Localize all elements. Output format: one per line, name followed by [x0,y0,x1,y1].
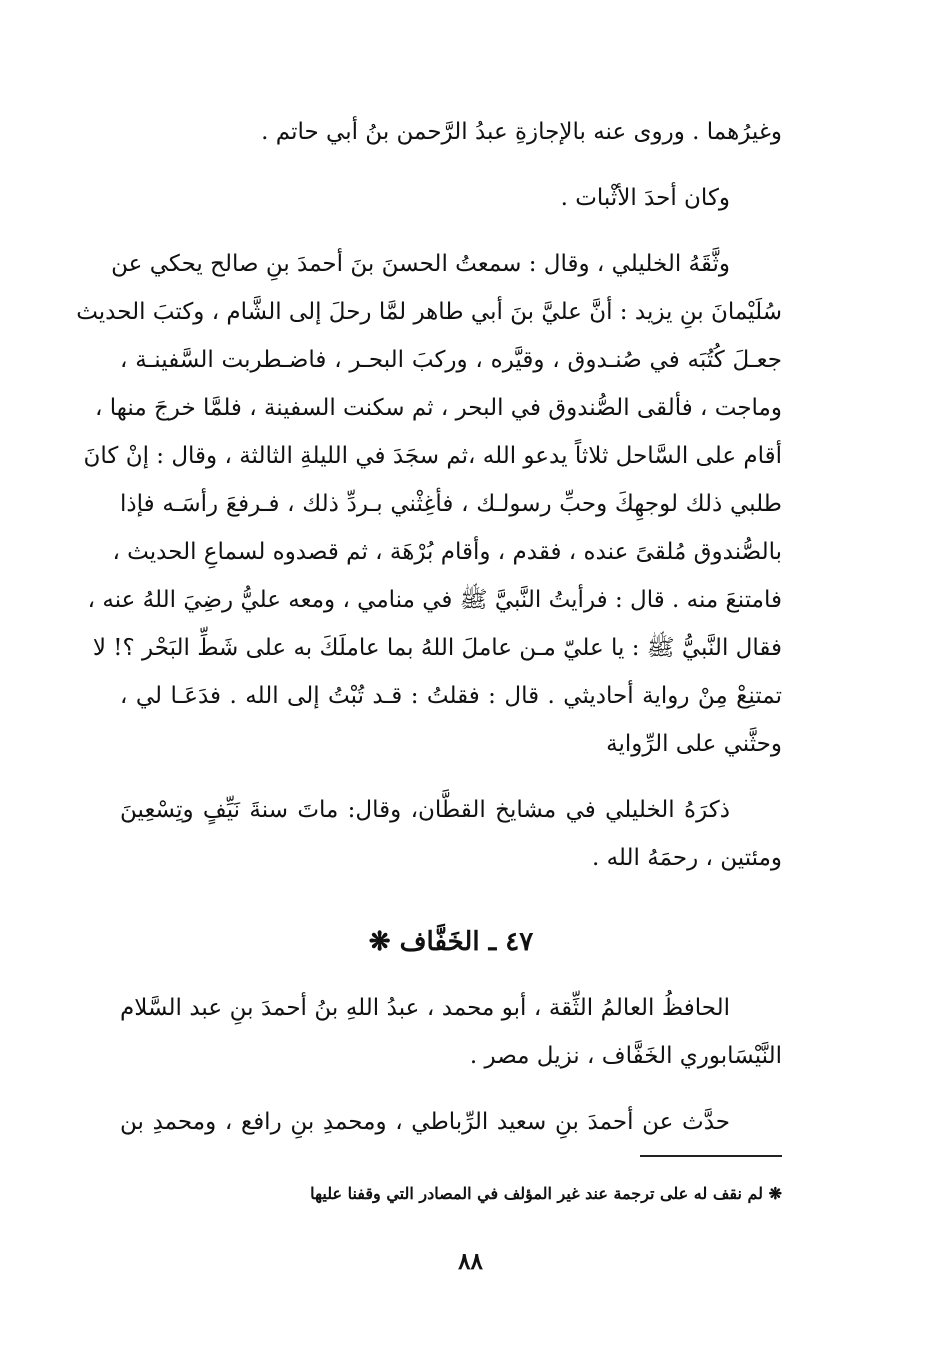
text-line: فامتنعَ منه . قال : فرأيتُ النَّبيَّ ﷺ في منامي ، ومعه عليُّ رضِيَ اللهُ عنه ، [87,587,782,613]
text-line: وثَّقَهُ الخليلي ، وقال : سمعتُ الحسنَ بنَ أحمدَ بنِ صالح يحكي عن [111,251,730,277]
page-number: ٨٨ [458,1248,483,1275]
text-line: فقال النَّبيُّ ﷺ : يا عليّ مـن عاملَ اللهُ بما عاملَكَ به على شَطِّ البَحْر ؟! لا [92,635,782,661]
text-line: وحثَّني على الرِّواية [606,731,782,757]
text-line: وكان أحدَ الأثْبات . [560,185,730,211]
text-line: طلبي ذلك لوجهِكَ وحبِّ رسولـك ، فأغِثْني بـردِّ ذلك ، فـرفعَ رأسَـه فإذا [120,491,782,517]
text-line: تمتنِعْ مِنْ رواية أحاديثي . قال : فقلتُ : قـد تُبْتُ إلى الله . فدَعَـا لي ، [120,683,782,709]
page-body [76,108,782,1146]
footnote-divider [640,1155,782,1157]
text-line: ومئتين ، رحمَهُ الله . [591,845,782,871]
text-line: الحافظُ العالمُ الثِّقة ، أبو محمد ، عبدُ اللهِ بنُ أحمدَ بنِ عبد السَّلام [120,995,730,1021]
text-line: أقام على السَّاحل ثلاثاً يدعو الله ،ثم سجَدَ في الليلةِ الثالثة ، وقال : إنْ كانَ [83,443,782,469]
text-line: جعـلَ كُتُبَه في صُنـدوق ، وقيَّره ، وركبَ البحـر ، فاضـطربت السَّفينـة ، [120,347,782,373]
text-line: سُلَيْمانَ بنِ يزيد : أنَّ عليَّ بنَ أبي طاهر لمَّا رحلَ إلى الشَّام ، وكتبَ الحديث [76,299,782,325]
text-line: ذكرَهُ الخليلي في مشايخ القطَّان، وقال: ماتَ سنةَ نَيِّفٍ وتِسْعِينَ [120,797,730,823]
text-line: حدَّث عن أحمدَ بنِ سعيد الرِّباطي ، ومحمدِ بنِ رافع ، ومحمدِ بن [120,1109,730,1135]
text-line: بالصُّندوق مُلقىً عنده ، فقدم ، وأقام بُرْهَة ، ثم قصدوه لسماعِ الحديث ، [112,539,782,565]
footnote: ❋ لم نقف له على ترجمة عند غير المؤلف في المصادر التي وقفنا عليها [310,1184,782,1203]
text-line: وغيرُهما . وروى عنه بالإجازةِ عبدُ الرَّحمن بنُ أبي حاتم . [261,119,782,145]
text-line: النَّيْسَابوري الخَفَّاف ، نزيل مصر . [469,1043,782,1069]
section-heading: ٤٧ ـ الخَفَّاف ❋ [368,927,534,957]
text-line: وماجت ، فألقى الصُّندوق في البحر ، ثم سكنت السفينة ، فلمَّا خرجَ منها ، [95,395,782,421]
